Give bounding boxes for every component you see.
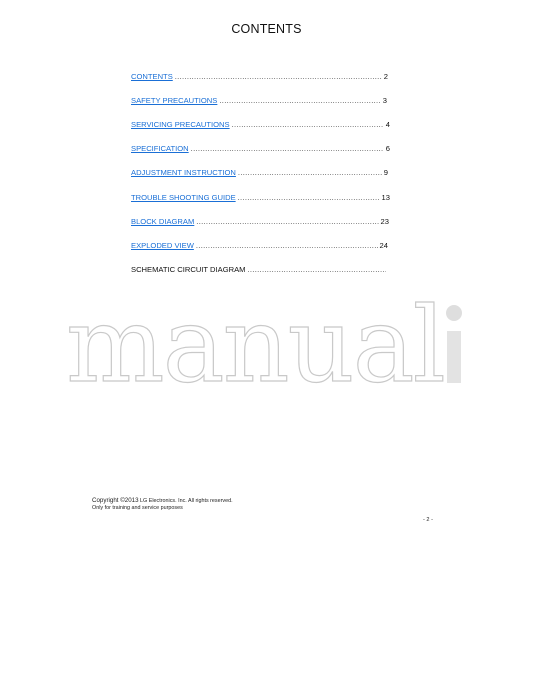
toc-row[interactable] — [131, 96, 387, 108]
page-number: - 2 - — [423, 517, 433, 523]
toc-entry-link[interactable]: ADJUSTMENT INSTRUCTION — [131, 168, 236, 177]
toc-page-number: 13 — [381, 193, 390, 202]
copyright-holder: LG Electronics. Inc. All rights reserved. — [140, 498, 233, 504]
toc-leader-dots — [238, 193, 380, 202]
toc-entry-link[interactable]: TROUBLE SHOOTING GUIDE — [131, 193, 236, 202]
watermark-i-dot — [446, 305, 462, 321]
toc-leader-dots — [191, 144, 384, 153]
toc-entry-link[interactable]: CONTENTS — [131, 72, 173, 81]
toc-row[interactable] — [131, 193, 390, 205]
toc-entry-link[interactable]: EXPLODED VIEW — [131, 241, 194, 250]
toc-row — [131, 265, 388, 277]
toc-page-number: 24 — [379, 241, 388, 250]
copyright-line — [92, 497, 233, 505]
toc-entry-link[interactable]: SERVICING PRECAUTIONS — [131, 120, 230, 129]
toc-entry-text: SCHEMATIC CIRCUIT DIAGRAM — [131, 265, 246, 274]
toc-leader-dots — [175, 72, 382, 81]
toc-leader-dots — [196, 241, 378, 250]
watermark-logo — [66, 293, 466, 393]
toc-leader-dots — [232, 120, 384, 129]
toc-page-number: 6 — [385, 144, 390, 153]
watermark-text: manual — [66, 293, 444, 393]
usage-note: Only for training and service purposes — [92, 505, 183, 511]
toc-page-number: 3 — [382, 96, 387, 105]
toc-leader-dots — [238, 168, 382, 177]
toc-row[interactable] — [131, 72, 388, 84]
toc-row[interactable] — [131, 217, 389, 229]
toc-page-number: 2 — [383, 72, 388, 81]
toc-row[interactable] — [131, 168, 388, 180]
toc-page-number: 23 — [380, 217, 389, 226]
copyright-prefix: Copyright © — [92, 497, 125, 504]
watermark-i-stem — [447, 331, 461, 383]
toc-row[interactable] — [131, 241, 388, 253]
footer-copyright — [92, 497, 233, 512]
copyright-year: 2013 — [124, 497, 139, 504]
toc-row[interactable] — [131, 120, 390, 132]
toc-entry-link[interactable]: SAFETY PRECAUTIONS — [131, 96, 218, 105]
toc-page-number: 4 — [385, 120, 390, 129]
toc-leader-dots — [196, 217, 378, 226]
toc-entry-link[interactable]: BLOCK DIAGRAM — [131, 217, 195, 226]
toc-leader-dots — [219, 96, 380, 105]
toc-entry-link[interactable]: SPECIFICATION — [131, 144, 189, 153]
toc-leader-dots — [247, 265, 386, 274]
page-title: CONTENTS — [231, 22, 302, 36]
toc-row[interactable] — [131, 144, 390, 156]
toc-page-number: 9 — [383, 168, 388, 177]
